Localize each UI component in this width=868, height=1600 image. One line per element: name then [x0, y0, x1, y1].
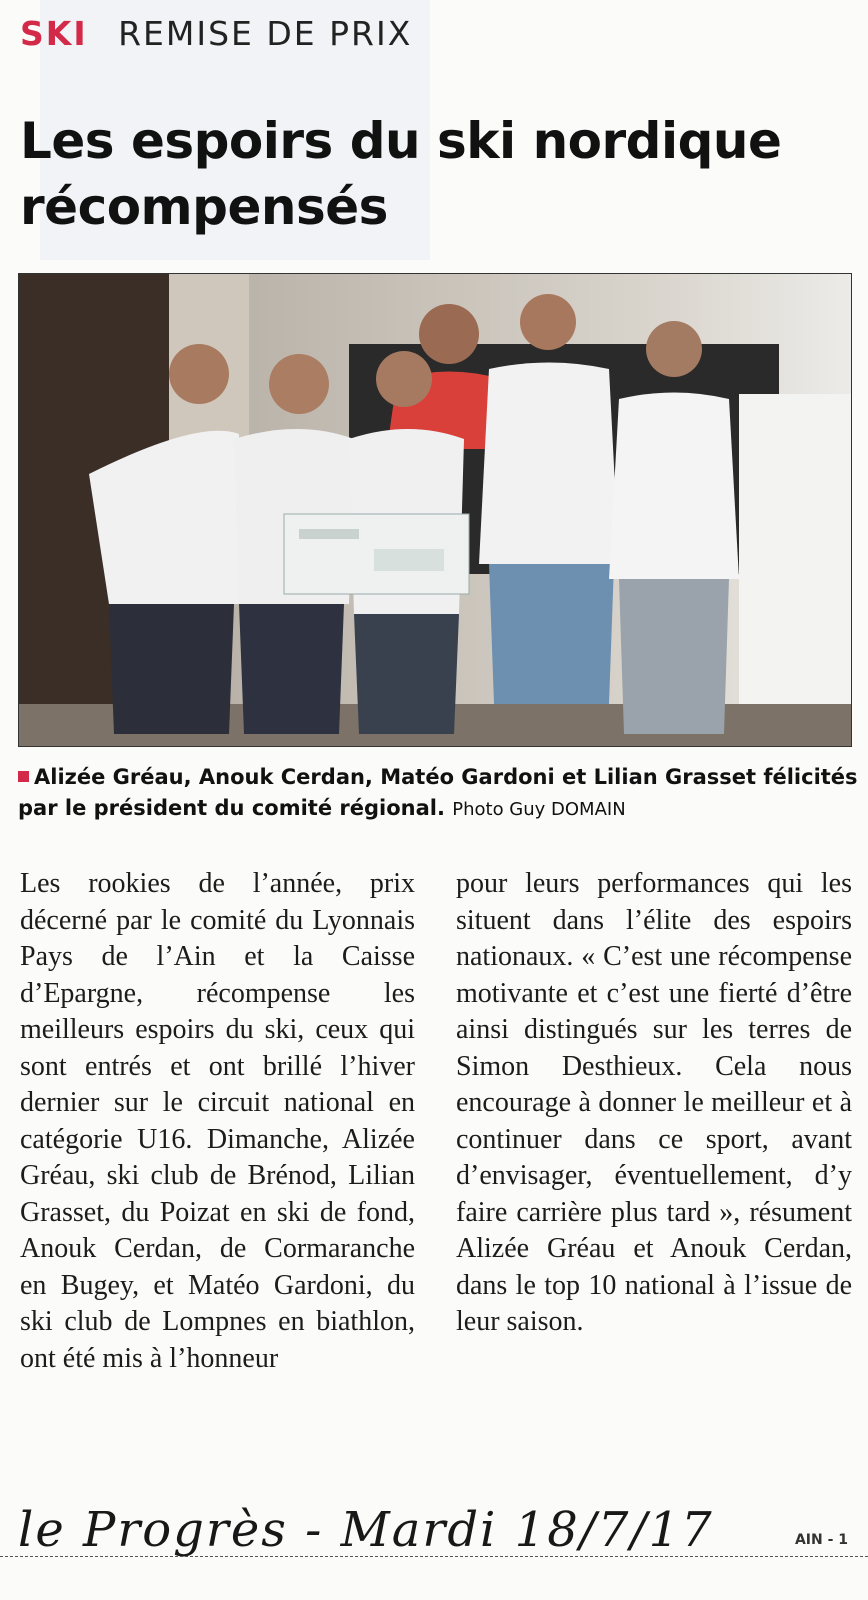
article-photo [18, 273, 852, 747]
article-column-right [456, 866, 852, 1341]
photo-caption [18, 762, 858, 825]
section-subtitle: REMISE DE PRIX [118, 14, 413, 53]
article-paragraph: pour leurs performances qui les situent dans l’élite des espoirs nationaux. « C’est une récompense motivante et c’est une fierté d’être ainsi distingués sur les terres de Simon Desthieux. Cela nous encourage à donner le meilleur et à continuer dans ce sport, avant d’envisager, éventuellement, d’y faire carrière plus tard », résument Alizée Gréau et Anouk Cerdan, dans le top 10 national à l’issue de leur saison. [456, 868, 852, 1337]
section-tag: SKI [20, 14, 88, 53]
section-kicker [20, 14, 412, 53]
footer-rule [0, 1556, 868, 1557]
caption-marker-icon [18, 771, 29, 782]
caption-text: Alizée Gréau, Anouk Cerdan, Matéo Gardoni et Lilian Grasset félicités par le président du comité régional. [18, 765, 858, 820]
article-paragraph: Les rookies de l’année, prix décerné par le comité du Lyonnais Pays de l’Ain et la Caisse d’Epargne, récompense les meilleurs espoirs du ski, ceux qui sont entrés et ont brillé l’hiver dernier sur le circuit national en catégorie U16. Dimanche, Alizée Gréau, ski club de Brénod, Lilian Grasset, du Poizat en ski de fond, Anouk Cerdan, de Cormaranche en Bugey, et Matéo Gardoni, du ski club de Lompnes en biathlon, ont été mis à l’honneur [20, 868, 415, 1374]
page-reference: AIN - 1 [794, 1532, 848, 1548]
handwritten-note: le Progrès - Mardi 18/7/17 [18, 1502, 714, 1558]
headline: Les espoirs du ski nordique récompensés [20, 112, 782, 236]
photo-credit: Photo Guy DOMAIN [452, 799, 626, 820]
article-column-left [20, 866, 415, 1377]
